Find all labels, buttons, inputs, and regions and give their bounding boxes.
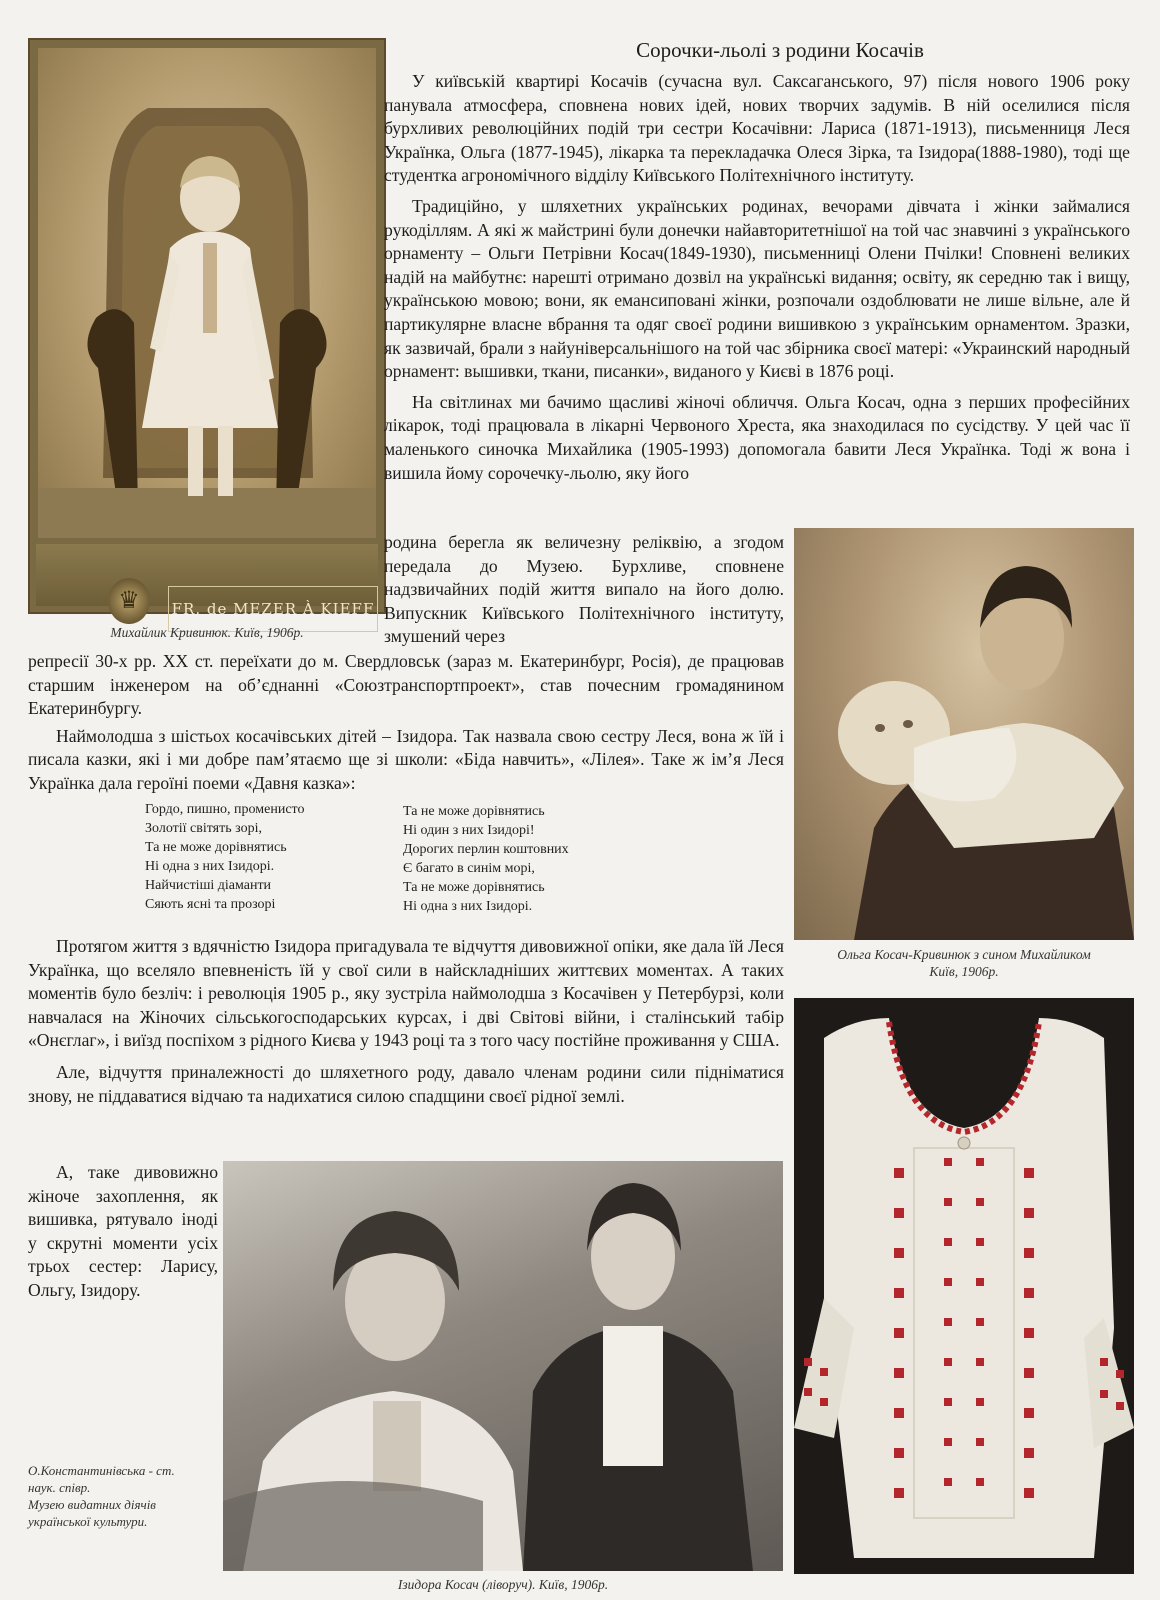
article-body-top bbox=[384, 70, 1130, 485]
poem-line: Найчистіші діаманти bbox=[145, 878, 272, 893]
photo2-caption-line2: Київ, 1906р. bbox=[929, 964, 999, 979]
photo-two-women bbox=[223, 1161, 783, 1571]
author-line: Музею видатних діячів bbox=[28, 1497, 156, 1512]
poem-line: Та не може дорівнятись bbox=[403, 880, 545, 895]
poem-line: Гордо, пишно, променисто bbox=[145, 802, 305, 817]
photo1-caption: Михайлик Кривинюк. Київ, 1906р. bbox=[110, 625, 304, 640]
poem-line: Та не може дорівнятись bbox=[145, 840, 287, 855]
poem-line: Ні один з них Ізидорі! bbox=[403, 823, 535, 838]
poem-left-column bbox=[145, 800, 395, 914]
embroidered-shirt-illustration bbox=[794, 998, 1134, 1574]
paragraph-2: Традиційно, у шляхетних українських родинах, вечорами дівчата і жінки займалися рукоділлям. А які ж майстрині були донечки найавторитетнішої на той час знавчині з українського орнаменту – Ольги Петрівни Косач(1849-1930), письменниці Олени Пчілки! Сповнені великих надій на майбутнє: нарешті отримано дозвіл на українські видання; освіту, як середню так і вищу, українською мовою; вони, як емансиповані жінки, розпочали оздоблювати не лише вільне, але й партикулярне власне вбрання та одяг своєї родини вишивкою з українським орнаментом. Зразки, як зазвичай, брали з найуніверсальнішого на той час збірника своєї матері: «Украинский народный орнамент: вышивки, ткани, писанки», виданого у Києві в 1876 році. bbox=[384, 195, 1130, 382]
poem-line: Є багато в синім морі, bbox=[403, 861, 535, 876]
paragraph-3c: репресії 30-х рр. ХХ ст. переїхати до м. Свердловськ (зараз м. Екатеринбург, Росія), де працював старшим інженером на об’єднанні «Союзтранспортпроект», став почесним громадянином Екатеринбургу. bbox=[28, 651, 784, 719]
poem-line: Ні одна з них Ізидорі. bbox=[403, 899, 533, 914]
author-line: О.Константинівська - ст. bbox=[28, 1463, 175, 1478]
paragraph-5: Протягом життя з вдячністю Ізидора пригадувала те відчуття дивовижної опіки, яке дала їй Леся Українка, що вселяло впевненість їй у свої сили в найскладніших життєвих моментах. А таких моментів було безліч: і революція 1905 р., яку зустріла наймолодша з Косачівен у Петербурзі, коли навчалася на Жіночих сільськогосподарських курсах, і дві Світові війни, і сталінський табір «Онєглаг», і виїзд поспіхом з рідного Києва у 1943 році та з того часу постійне проживання у США. bbox=[28, 936, 784, 1051]
mother-baby-illustration bbox=[794, 528, 1134, 940]
poem-right-column bbox=[403, 802, 663, 916]
photo2-caption-line1: Ольга Косач-Кривинюк з сином Михайликом bbox=[837, 947, 1091, 962]
photo-embroidered-shirt bbox=[794, 998, 1134, 1574]
paragraph-3a: На світлинах ми бачимо щасливі жіночі обличчя. Ольга Косач, одна з перших професійних лікарок, тоді працювала в лікарні Червоного Хреста, яка знаходилася по сусідству. У цей час її маленького синочка Михайлика (1905-1993) допомогала бавити Леся Українка. Тоді ж вона і вишила йому сорочечку-льолю, яку його bbox=[384, 391, 1130, 483]
paragraph-7: А, таке дивовижно жіноче захоплення, як вишивка, рятувало іноді у скрутні моменти усіх трьох сестер: Ларису, Ольгу, Ізидору. bbox=[28, 1162, 218, 1300]
poem-line: Ні одна з них Ізидорі. bbox=[145, 859, 275, 874]
paragraph-7-column bbox=[28, 1161, 218, 1303]
two-women-illustration bbox=[223, 1161, 783, 1571]
studio-mark: FR. de MEZER À KIEFF bbox=[168, 586, 378, 632]
author-signature bbox=[28, 1462, 218, 1530]
article-body-middle bbox=[28, 650, 784, 796]
poem-line: Та не може дорівнятись bbox=[403, 804, 545, 819]
eagle-crest-icon: ♛ bbox=[108, 578, 150, 624]
poem-line: Золотії світять зорі, bbox=[145, 821, 262, 836]
paragraph-3b: родина берегла як величезну реліквію, а згодом передала до Музею. Бурхливе, сповнене надзвичайних подій життя випало на його долю. Випускник Київського Політехнічного інституту, змушений через bbox=[384, 532, 784, 647]
author-line: української культури. bbox=[28, 1514, 148, 1529]
article-body-bottom bbox=[28, 935, 784, 1108]
photo-mother-with-baby bbox=[794, 528, 1134, 940]
article-title: Сорочки-льолі з родини Косачів bbox=[636, 38, 924, 62]
paragraph-1: У київській квартирі Косачів (сучасна вул. Саксаганського, 97) після нового 1906 року панувала атмосфера, сповнена нових ідей, нових творчих задумів. В ній оселилися після бурхливих революційних подій три сестри Косачівни: Лариса (1871-1913), письменниця Леся Українка, Ольга (1877-1945), лікарка та перекладачка Олеся Зірка, та Ізидора(1888-1980), тоді ще студентка агрономічного відділу Київського Політехнічного інституту. bbox=[384, 71, 1130, 186]
paragraph-6: Але, відчуття приналежності до шляхетного роду, давало членам родини сили підніматися знову, не піддаватися відчаю та надихатися силою спадщини своєї рідної землі. bbox=[28, 1061, 784, 1106]
poem-line: Сяють ясні та прозорі bbox=[145, 897, 276, 912]
author-line: наук. співр. bbox=[28, 1480, 91, 1495]
poem-line: Дорогих перлин коштовних bbox=[403, 842, 569, 857]
photo2-caption bbox=[794, 946, 1134, 980]
paragraph-3b-column bbox=[384, 531, 784, 649]
boy-illustration bbox=[38, 48, 376, 538]
photo4-caption: Ізидора Косач (ліворуч). Київ, 1906р. bbox=[397, 1577, 609, 1592]
paragraph-4: Наймолодша з шістьох косачівських дітей – Ізидора. Так назвала свою сестру Леся, вона ж їй і писала казки, які і ми добре пам’ятаємо ще зі школи: «Біда навчить», «Лілея». Таке ж ім’я Леся Українка дала героїні поеми «Давня казка»: bbox=[28, 725, 784, 793]
photo-boy-on-chair bbox=[28, 38, 386, 618]
